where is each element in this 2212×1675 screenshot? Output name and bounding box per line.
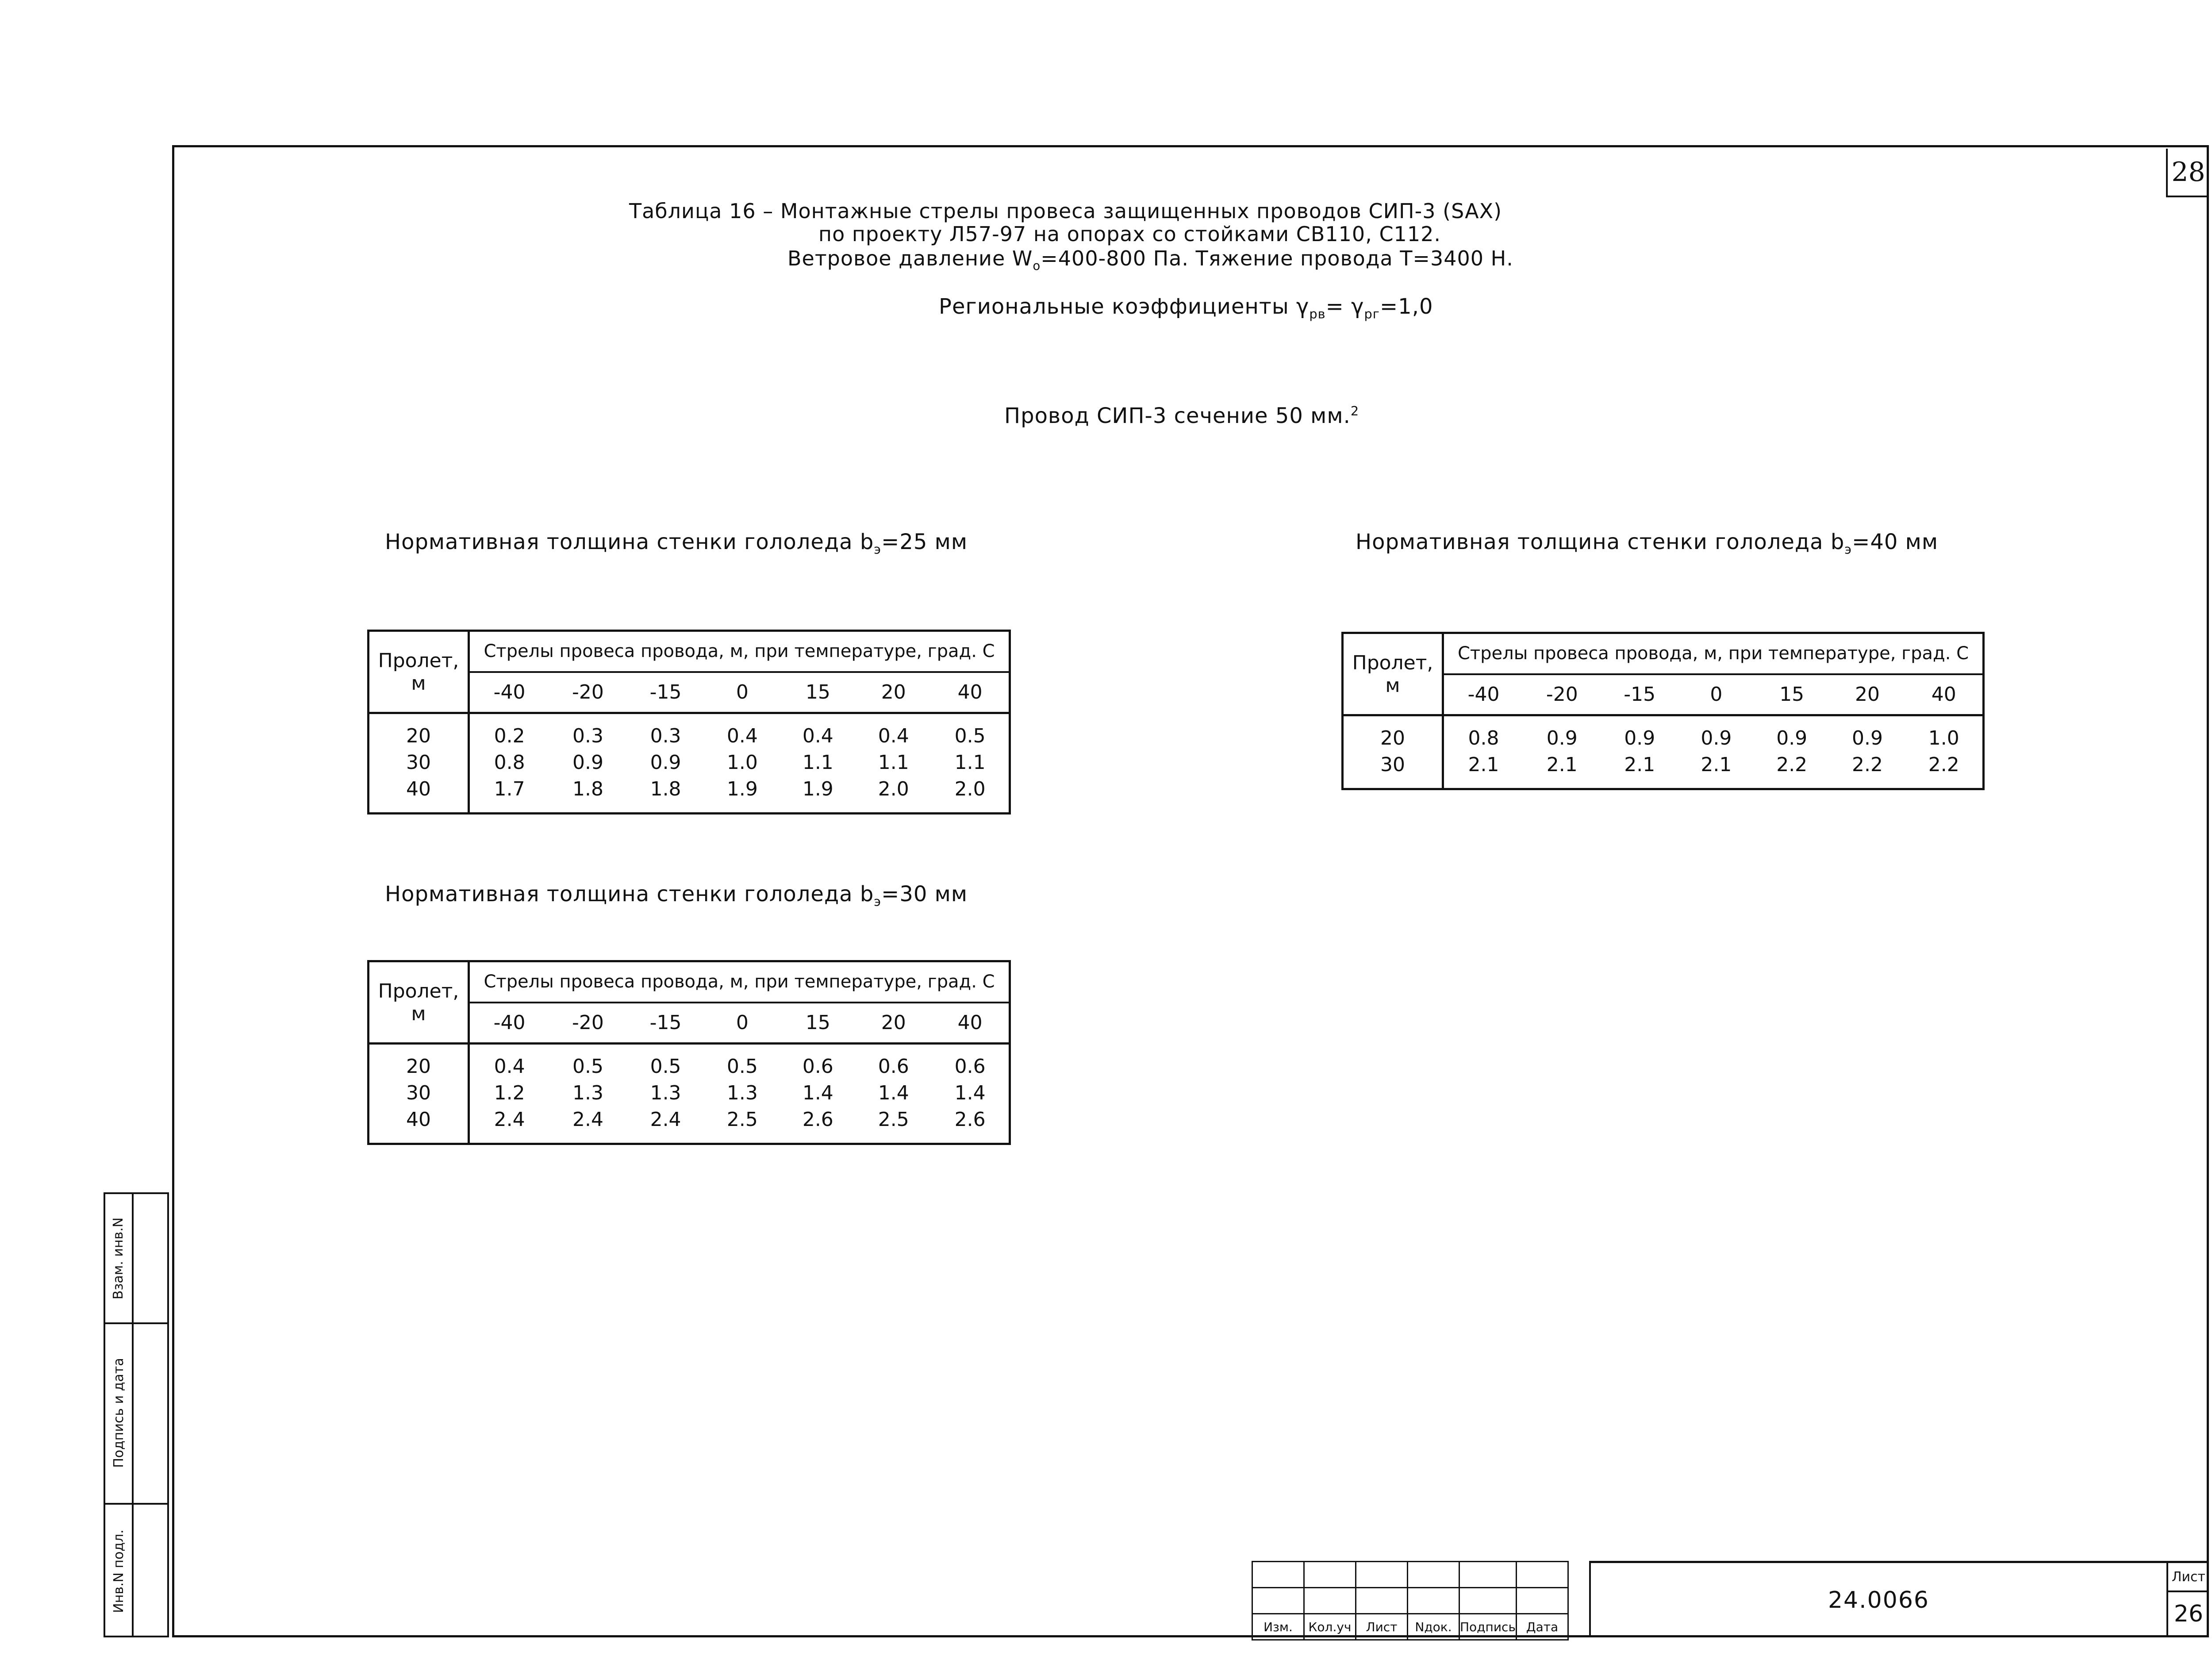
table-row (369, 1044, 1010, 1080)
span-cell: 30 (369, 749, 469, 776)
sag-cell: 2.0 (954, 778, 986, 800)
ice-subscript: э (1844, 542, 1852, 557)
sag-cell: 0.5 (726, 1055, 758, 1078)
span-cell: 20 (1343, 715, 1443, 752)
span-header (369, 631, 469, 713)
temperature-header: 40 (931, 672, 1010, 713)
sag-cell: 0.6 (878, 1055, 909, 1078)
temperature-header: 0 (1678, 674, 1754, 715)
revision-cell (1304, 1562, 1356, 1588)
temperature-header: 15 (780, 1003, 856, 1044)
temperature-header: 20 (856, 672, 931, 713)
table-row (369, 713, 1010, 750)
sag-cell: 1.8 (650, 778, 681, 800)
temperature-header: 40 (1905, 674, 1983, 715)
ice-prefix: Нормативная толщина стенки гололеда b (385, 530, 874, 554)
sag-cell: 2.1 (1701, 753, 1732, 776)
sag-cell: 1.1 (802, 751, 833, 774)
table-row (1343, 752, 1984, 789)
span-header-line1: Пролет, (378, 649, 459, 672)
sag-cell: 0.9 (1546, 727, 1578, 749)
ice-thickness-25: =25 мм (881, 530, 968, 554)
revision-cell (1459, 1562, 1517, 1588)
sag-table-40 (1341, 632, 1985, 790)
sag-cell: 2.2 (1852, 753, 1883, 776)
title-block-column-label: Кол.уч (1304, 1614, 1356, 1640)
temperature-header: 15 (780, 672, 856, 713)
sag-cell: 1.7 (494, 778, 525, 800)
temperature-header: -15 (1601, 674, 1678, 715)
sag-cell: 1.0 (1928, 727, 1959, 749)
ice-subscript: э (874, 542, 882, 557)
title-block-column-label: Изм. (1252, 1614, 1304, 1640)
revision-cell (1408, 1562, 1459, 1588)
sag-cell: 0.9 (572, 751, 603, 774)
coef-value: =1,0 (1379, 294, 1433, 319)
title-block-column-label: Подпись (1459, 1614, 1517, 1640)
span-cell: 20 (369, 713, 469, 750)
side-label-podpis (105, 1322, 132, 1503)
sag-cell: 0.9 (1624, 727, 1655, 749)
ice-heading-25 (385, 530, 968, 557)
sag-cell: 2.6 (954, 1108, 986, 1131)
ice-thickness-40: =40 мм (1852, 530, 1939, 554)
temperature-header: -20 (1523, 674, 1601, 715)
wire-text: Провод СИП-3 сечение 50 мм. (1004, 403, 1351, 428)
temperature-header: 40 (931, 1003, 1010, 1044)
sag-cell: 0.3 (650, 725, 681, 747)
wind-value: =400-800 Па. Тяжение провода Т=3400 Н. (1041, 246, 1513, 270)
table-row (369, 776, 1010, 814)
revision-cell (1516, 1588, 1568, 1614)
revision-cell (1356, 1562, 1408, 1588)
span-cell: 20 (369, 1044, 469, 1080)
temperature-header: 0 (704, 1003, 780, 1044)
sag-cell: 0.9 (1852, 727, 1883, 749)
sag-cell: 0.3 (572, 725, 603, 747)
coef-label: Региональные коэффициенты γ (939, 294, 1310, 319)
sag-cell: 1.9 (726, 778, 758, 800)
sag-cell: 1.1 (878, 751, 909, 774)
temperature-header: 0 (704, 672, 780, 713)
regional-coefficients (939, 294, 1433, 322)
sag-cell: 1.8 (572, 778, 603, 800)
ice-subscript: э (874, 894, 882, 909)
table-row (369, 1080, 1010, 1106)
title-block-column-label: Лист (1356, 1614, 1408, 1640)
temperature-group-header: Стрелы провеса провода, м, при температуре, град. С (469, 961, 1010, 1003)
span-header-line2: м (411, 672, 426, 695)
title-block-column-label: Дата (1516, 1614, 1568, 1640)
span-cell: 40 (369, 1106, 469, 1144)
side-strip-divider (132, 1194, 134, 1636)
sag-cell: 2.5 (878, 1108, 909, 1131)
sag-cell: 0.9 (1701, 727, 1732, 749)
sag-cell: 0.8 (1468, 727, 1499, 749)
span-header (369, 961, 469, 1044)
revision-cell (1459, 1588, 1517, 1614)
temperature-header: -40 (469, 672, 549, 713)
title-line-2: по проекту Л57-97 на опорах со стойками СВ110, С112. (818, 222, 1441, 246)
sag-cell: 2.5 (726, 1108, 758, 1131)
revision-cell (1356, 1588, 1408, 1614)
sag-cell: 1.4 (802, 1082, 833, 1104)
sag-cell: 2.2 (1776, 753, 1808, 776)
sag-cell: 1.2 (494, 1082, 525, 1104)
sag-cell: 2.4 (572, 1108, 603, 1131)
temperature-header: -40 (1443, 674, 1524, 715)
sag-cell: 0.5 (650, 1055, 681, 1078)
temperature-header: 20 (856, 1003, 931, 1044)
table-row (1343, 715, 1984, 752)
side-label-invpodl (105, 1503, 132, 1639)
span-header-line2: м (411, 1002, 426, 1025)
sag-cell: 0.8 (494, 751, 525, 774)
revision-cell (1304, 1588, 1356, 1614)
ice-prefix: Нормативная толщина стенки гололеда b (1356, 530, 1845, 554)
sag-cell: 2.4 (650, 1108, 681, 1131)
sag-cell: 2.2 (1928, 753, 1959, 776)
sheet-corner-number: 28 (2166, 149, 2209, 197)
revision-cell (1252, 1588, 1304, 1614)
sag-cell: 2.0 (878, 778, 909, 800)
temperature-header: -20 (549, 1003, 627, 1044)
table-row (369, 1106, 1010, 1144)
temperature-header: 20 (1830, 674, 1905, 715)
sag-cell: 0.5 (954, 725, 986, 747)
sag-cell: 0.4 (494, 1055, 525, 1078)
temperature-header: 15 (1754, 674, 1830, 715)
coef-subscript-2: рг (1364, 306, 1380, 322)
sheet-number-box (2166, 1561, 2209, 1637)
title-block-column-label: Nдок. (1408, 1614, 1459, 1640)
wind-subscript: o (1033, 258, 1041, 273)
sag-cell: 0.6 (802, 1055, 833, 1078)
sag-table-30 (367, 960, 1011, 1145)
sag-cell: 0.6 (954, 1055, 986, 1078)
side-label-vzam (105, 1194, 132, 1322)
coef-mid: = γ (1325, 294, 1364, 319)
sag-cell: 1.0 (726, 751, 758, 774)
temperature-header: -15 (627, 672, 705, 713)
temperature-header: -20 (549, 672, 627, 713)
revision-cell (1408, 1588, 1459, 1614)
sag-cell: 0.5 (572, 1055, 603, 1078)
ice-prefix: Нормативная толщина стенки гололеда b (385, 882, 874, 907)
span-header-line1: Пролет, (1352, 651, 1433, 674)
title-block-revisions (1252, 1561, 1569, 1640)
span-header (1343, 633, 1443, 715)
span-cell: 30 (369, 1080, 469, 1106)
sag-cell: 0.4 (726, 725, 758, 747)
span-cell: 40 (369, 776, 469, 814)
ice-heading-40 (1356, 530, 1938, 557)
table-row (369, 749, 1010, 776)
sag-cell: 0.4 (878, 725, 909, 747)
sag-cell: 1.4 (878, 1082, 909, 1104)
wire-superscript: 2 (1350, 403, 1359, 419)
sag-cell: 0.4 (802, 725, 833, 747)
side-label-podpis-text: Подпись и дата (111, 1357, 127, 1468)
wind-label: Ветровое давление W (787, 246, 1033, 270)
temperature-group-header: Стрелы провеса провода, м, при температуре, град. С (1443, 633, 1984, 674)
sag-cell: 2.1 (1468, 753, 1499, 776)
title-line-3 (787, 246, 1513, 273)
sag-cell: 0.9 (650, 751, 681, 774)
title-line-1: Таблица 16 – Монтажные стрелы провеса защищенных проводов СИП-3 (SAX) (629, 199, 1502, 223)
span-header-line2: м (1385, 674, 1400, 697)
sag-cell: 1.4 (954, 1082, 986, 1104)
revision-cell (1252, 1562, 1304, 1588)
sag-cell: 1.1 (954, 751, 986, 774)
temperature-header: -15 (627, 1003, 705, 1044)
sag-cell: 1.9 (802, 778, 833, 800)
temperature-group-header: Стрелы провеса провода, м, при температуре, град. С (469, 631, 1010, 672)
sag-cell: 2.6 (802, 1108, 833, 1131)
sag-cell: 2.1 (1546, 753, 1578, 776)
coef-subscript-1: рв (1309, 306, 1326, 322)
sag-cell: 0.9 (1776, 727, 1808, 749)
ice-thickness-30: =30 мм (881, 882, 968, 907)
side-binding-strip (104, 1192, 169, 1637)
sag-table-25 (367, 630, 1011, 814)
side-label-vzam-text: Взам. инв.N (111, 1217, 127, 1299)
document-code: 24.0066 (1589, 1561, 2166, 1637)
span-cell: 30 (1343, 752, 1443, 789)
sag-cell: 1.3 (650, 1082, 681, 1104)
sag-cell: 1.3 (726, 1082, 758, 1104)
sag-cell: 2.1 (1624, 753, 1655, 776)
temperature-header: -40 (469, 1003, 549, 1044)
sag-cell: 1.3 (572, 1082, 603, 1104)
side-label-invpodl-text: Инв.N подл. (111, 1529, 127, 1613)
wire-section-heading (1004, 403, 1359, 428)
revision-cell (1516, 1562, 1568, 1588)
span-header-line1: Пролет, (378, 980, 459, 1003)
sag-cell: 0.2 (494, 725, 525, 747)
sheet-label: Лист (2168, 1563, 2209, 1592)
sheet-number: 26 (2174, 1601, 2204, 1627)
ice-heading-30 (385, 882, 968, 909)
sag-cell: 2.4 (494, 1108, 525, 1131)
